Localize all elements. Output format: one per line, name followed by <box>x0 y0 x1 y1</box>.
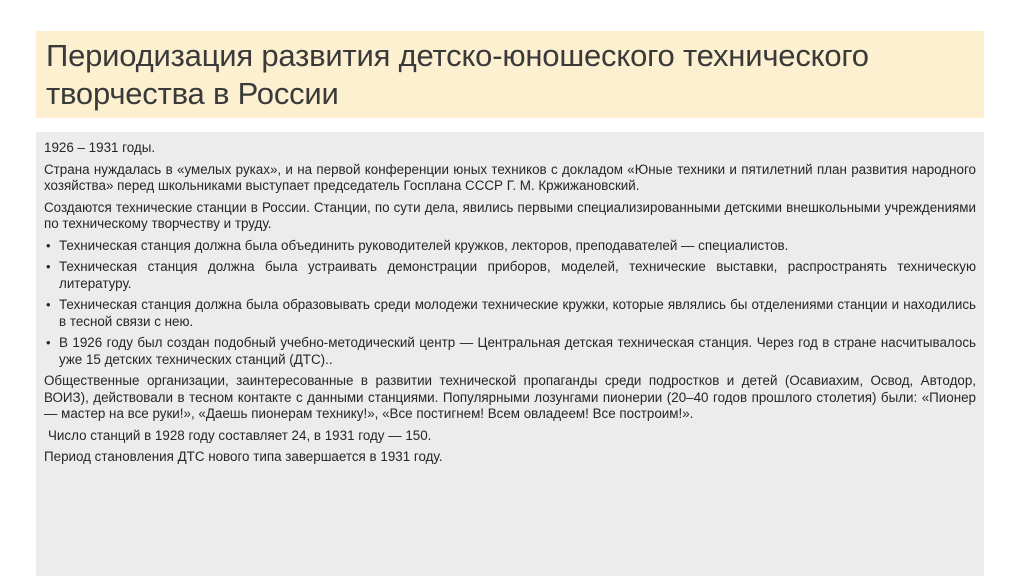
intro-paragraph: Страна нуждалась в «умелых руках», и на первой конференции юных техников с докладом «Юные техники и пятилетний план развития народного хозяйства» перед школьниками выступает председатель Госплана СССР Г. М. Кржижановский. <box>44 161 976 193</box>
bullet-text: Техническая станция должна была объединить руководителей кружков, лекторов, преподавателей — специалистов. <box>59 237 789 253</box>
bullet-icon: • <box>46 237 51 253</box>
bullet-item <box>44 335 976 368</box>
bullet-text: В 1926 году был создан подобный учебно-методический центр — Центральная детская техническая станция. Через год в стране насчитывалось уже 15 детских технических станций (ДТС).. <box>59 335 976 367</box>
bullet-list <box>44 238 976 369</box>
title-bar <box>36 31 984 118</box>
bullet-icon: • <box>46 297 51 312</box>
period-heading: 1926 – 1931 годы. <box>44 140 156 155</box>
slide-title: Периодизация развития детско-юношеского технического творчества в России <box>46 38 869 111</box>
bullet-icon: • <box>46 335 51 350</box>
bullet-item <box>44 297 976 330</box>
bullet-icon: • <box>46 259 51 274</box>
stations-paragraph: Создаются технические станции в России. Станции, по сути дела, явились первыми специализированными детскими внешкольными учреждениями по техническому творчеству и труду. <box>44 199 976 231</box>
bullet-text: Техническая станция должна была образовывать среди молодежи технические кружки, которые являлись бы отделениями станции и находились в тесной связи с нею. <box>59 297 976 329</box>
bullet-text: Техническая станция должна была устраивать демонстрации приборов, моделей, технические выставки, распространять техническую литературу. <box>59 259 976 291</box>
bullet-item <box>44 259 976 292</box>
station-count-paragraph: Число станций в 1928 году составляет 24, в 1931 году — 150. <box>48 427 432 443</box>
conclusion-paragraph: Период становления ДТС нового типа завершается в 1931 году. <box>44 449 443 464</box>
content-panel <box>36 132 984 576</box>
organizations-paragraph: Общественные организации, заинтересованные в развитии технической пропаганды среди подростков и детей (Осавиахим, Освод, Автодор, ВОИЗ), действовали в тесном контакте с данными станциями. Популярными лозунгами пионерии (20–40 годов прошлого столетия) были: «Пионер — мастер на все руки!», «Даешь пионерам технику!», «Все постигнем! Всем овладеем! Все построим!». <box>44 373 976 421</box>
bullet-item <box>44 238 976 255</box>
